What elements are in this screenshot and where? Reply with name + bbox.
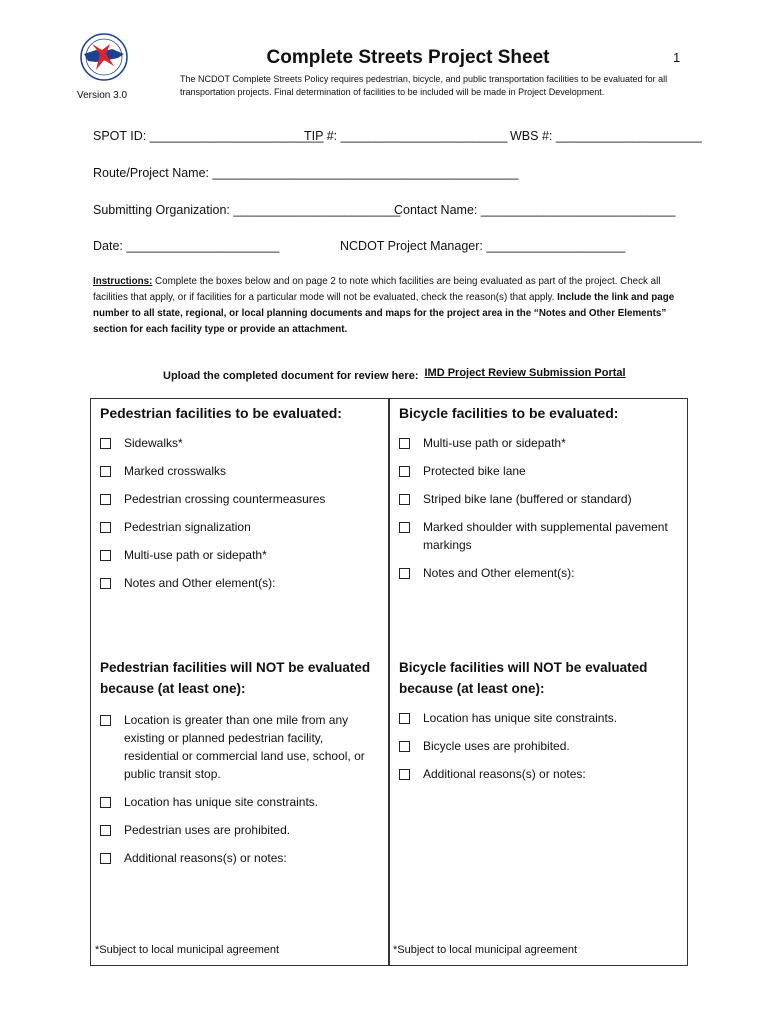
bicycle-option-marked-shoulder[interactable]: Marked shoulder with supplemental pavement markings xyxy=(399,518,679,554)
pedestrian-options xyxy=(100,434,380,602)
pedestrian-option-signalization[interactable]: Pedestrian signalization xyxy=(100,518,380,546)
route-project-name-field[interactable]: Route/Project Name: ____________________________________________ xyxy=(93,166,519,180)
bicycle-not-options xyxy=(399,709,679,793)
version-label: Version 3.0 xyxy=(77,90,128,101)
checkbox[interactable] xyxy=(399,466,410,477)
bicycle-reason-additional[interactable]: Additional reasons(s) or notes: xyxy=(399,765,679,793)
bicycle-footnote: *Subject to local municipal agreement xyxy=(393,944,578,956)
checkbox[interactable] xyxy=(399,713,410,724)
bicycle-option-notes[interactable]: Notes and Other element(s): xyxy=(399,564,679,592)
pedestrian-not-heading: Pedestrian facilities will NOT be evaluated because (at least one): xyxy=(100,660,371,696)
checkbox[interactable] xyxy=(399,741,410,752)
tip-field[interactable]: TIP #: ________________________ xyxy=(304,129,508,143)
checkbox[interactable] xyxy=(100,797,111,808)
spot-id-field[interactable]: SPOT ID: _________________________ xyxy=(93,129,324,143)
bicycle-option-striped-lane[interactable]: Striped bike lane (buffered or standard) xyxy=(399,490,679,518)
pedestrian-reason-prohibited[interactable]: Pedestrian uses are prohibited. xyxy=(100,821,375,849)
pedestrian-not-options xyxy=(100,711,375,877)
upload-row xyxy=(163,367,626,382)
submitting-organization-field[interactable]: Submitting Organization: ________________________ xyxy=(93,203,401,217)
checkbox[interactable] xyxy=(399,494,410,505)
date-field[interactable]: Date: ______________________ xyxy=(93,239,280,253)
instructions-label: Instructions: xyxy=(93,276,153,287)
pedestrian-heading: Pedestrian facilities to be evaluated: xyxy=(100,405,342,421)
instructions-text: Complete the boxes below and on page 2 to note which facilities are being evaluated as part of the project. Check all facilities that apply, or if facilities for a particular mode will not be evaluated, check the reason(s) that apply. xyxy=(93,276,661,303)
checkbox[interactable] xyxy=(100,853,111,864)
checkbox[interactable] xyxy=(399,769,410,780)
pedestrian-option-multiuse-path[interactable]: Multi-use path or sidepath* xyxy=(100,546,380,574)
bicycle-reason-prohibited[interactable]: Bicycle uses are prohibited. xyxy=(399,737,679,765)
upload-label: Upload the completed document for review here: xyxy=(163,370,419,382)
intro-text: The NCDOT Complete Streets Policy requires pedestrian, bicycle, and public transportation facilities to be evaluated for all transportation projects. Final determination of facilities to be included will be made in Project Development. xyxy=(180,74,668,97)
pedestrian-option-crosswalks[interactable]: Marked crosswalks xyxy=(100,462,380,490)
page-title: Complete Streets Project Sheet xyxy=(266,47,550,68)
pedestrian-option-notes[interactable]: Notes and Other element(s): xyxy=(100,574,380,602)
pedestrian-reason-additional[interactable]: Additional reasons(s) or notes: xyxy=(100,849,375,877)
checkbox[interactable] xyxy=(100,522,111,533)
checkbox[interactable] xyxy=(100,578,111,589)
submission-portal-link[interactable]: IMD Project Review Submission Portal xyxy=(424,367,626,379)
page-number: 1 xyxy=(673,50,681,65)
pedestrian-reason-site-constraints[interactable]: Location has unique site constraints. xyxy=(100,793,375,821)
pedestrian-footnote: *Subject to local municipal agreement xyxy=(95,944,280,956)
checkbox[interactable] xyxy=(100,825,111,836)
checkbox[interactable] xyxy=(100,466,111,477)
instructions-bold-text: Include the link and page number to all state, regional, or local planning documents and maps for the project area in the “Notes and Other Elements” section for each facility type or provide an attachment. xyxy=(93,292,675,335)
bicycle-options xyxy=(399,434,679,592)
bicycle-not-heading: Bicycle facilities will NOT be evaluated because (at least one): xyxy=(399,660,648,696)
checkbox[interactable] xyxy=(399,522,410,533)
ncdot-project-manager-field[interactable]: NCDOT Project Manager: ____________________ xyxy=(340,239,626,253)
checkbox[interactable] xyxy=(100,438,111,449)
bicycle-option-multiuse-path[interactable]: Multi-use path or sidepath* xyxy=(399,434,679,462)
checkbox[interactable] xyxy=(100,715,111,726)
checkbox[interactable] xyxy=(100,550,111,561)
instructions xyxy=(93,274,693,338)
checkbox[interactable] xyxy=(100,494,111,505)
contact-name-field[interactable]: Contact Name: ____________________________ xyxy=(394,203,676,217)
pedestrian-option-sidewalks[interactable]: Sidewalks* xyxy=(100,434,380,462)
bicycle-reason-site-constraints[interactable]: Location has unique site constraints. xyxy=(399,709,679,737)
pedestrian-option-countermeasures[interactable]: Pedestrian crossing countermeasures xyxy=(100,490,380,518)
bicycle-heading: Bicycle facilities to be evaluated: xyxy=(399,405,619,421)
pedestrian-reason-distance[interactable]: Location is greater than one mile from any existing or planned pedestrian facility, residential or commercial land use, school, or public transit stop. xyxy=(100,711,375,783)
checkbox[interactable] xyxy=(399,438,410,449)
wbs-field[interactable]: WBS #: _____________________ xyxy=(510,129,702,143)
bicycle-option-protected-lane[interactable]: Protected bike lane xyxy=(399,462,679,490)
checkbox[interactable] xyxy=(399,568,410,579)
